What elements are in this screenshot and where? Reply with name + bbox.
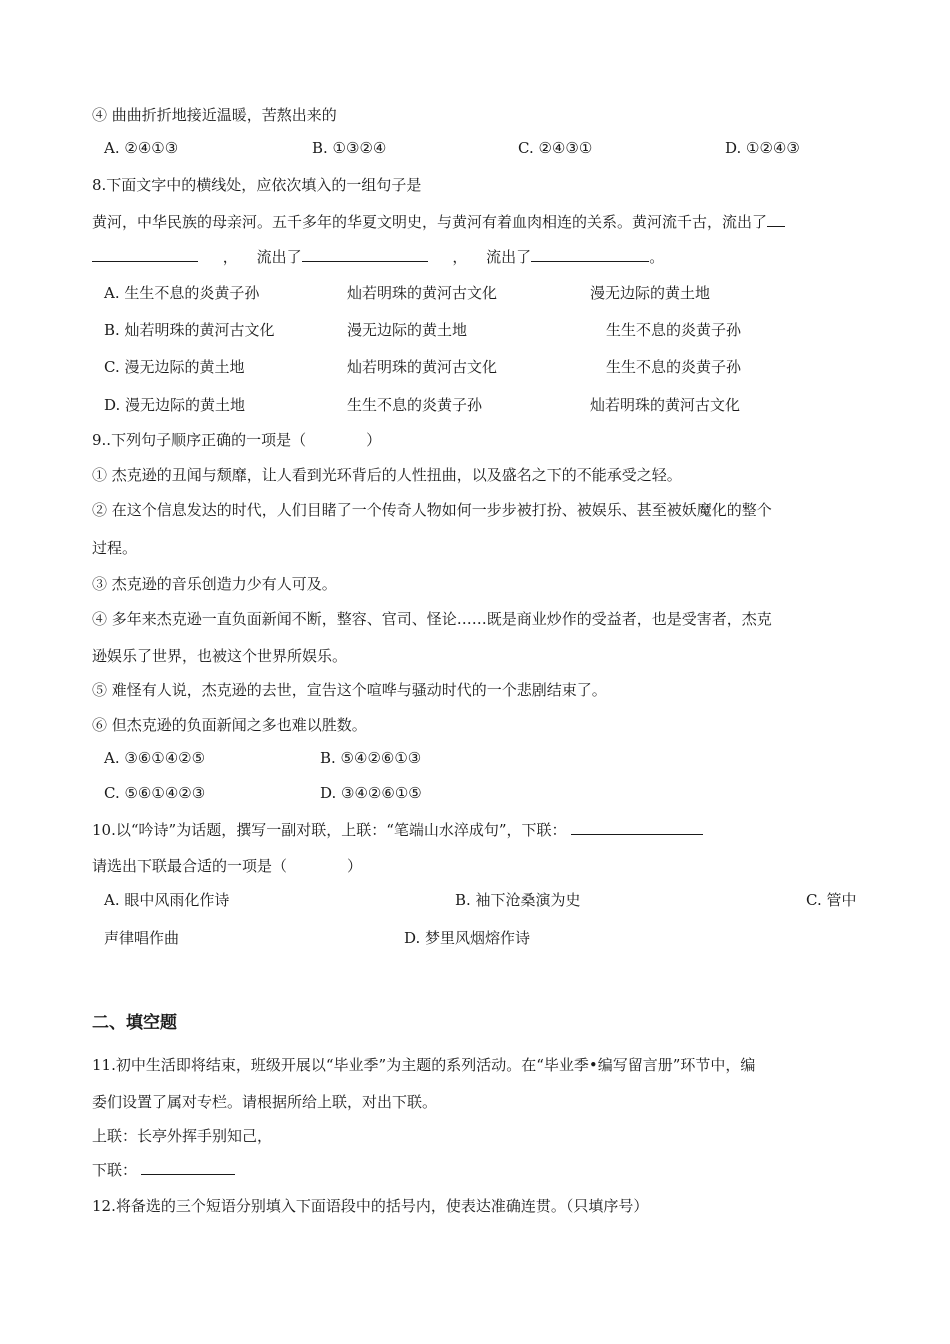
q11-upper-couplet: 上联：长亭外挥手别知己， [92,1127,273,1145]
q8-option-d-3: 灿若明珠的黄河古文化 [590,396,741,414]
q9-option-c: C. ⑤⑥①④②③ [104,784,206,802]
q8-option-a-2: 灿若明珠的黄河古文化 [347,284,498,302]
comma: ， [222,248,238,266]
q8-option-b-1: B. 灿若明珠的黄河古文化 [104,321,275,339]
section-title: 二、填空题 [92,1013,177,1033]
q9-sentence-1: ① 杰克逊的丑闻与颓靡，让人看到光环背后的人性扭曲，以及盛名之下的不能承受之轻。 [92,466,682,484]
q9-sentence-3: ③ 杰克逊的音乐创造力少有人可及。 [92,575,337,593]
q8-option-d-1: D. 漫无边际的黄土地 [104,396,246,414]
q7-option-d: D. ①②④③ [725,139,800,157]
q9-sentence-5: ⑤ 难怪有人说，杰克逊的去世，宣告这个喧哗与骚动时代的一个悲剧结束了。 [92,681,607,699]
q11-lower-couplet [92,1159,235,1180]
q8-paragraph-line-2 [92,246,664,267]
q9-option-a: A. ③⑥①④②⑤ [104,749,206,767]
q8-option-a-3: 漫无边际的黄土地 [590,284,711,302]
q8-option-c-1: C. 漫无边际的黄土地 [104,358,245,376]
q8-option-c-3: 生生不息的炎黄子孙 [606,358,742,376]
q9-sentence-4-cont: 逊娱乐了世界，也被这个世界所娱乐。 [92,647,348,665]
q9-sentence-2-cont: 过程。 [92,539,138,557]
fill-blank [531,247,649,262]
q11-stem: 11.初中生活即将结束，班级开展以“毕业季”为主题的系列活动。在“毕业季•编写留言册”环节中，编 [92,1056,756,1074]
comma: ， [452,248,468,266]
q8-paragraph-text: 黄河，中华民族的母亲河。五千多年的华夏文明史，与黄河有着血肉相连的关系。黄河流千古，流出了 [92,213,768,231]
q8-stem: 8.下面文字中的横线处，应依次填入的一组句子是 [92,176,422,194]
q10-ask: 请选出下联最合适的一项是（ ） [92,857,363,875]
q8-option-b-2: 漫无边际的黄土地 [347,321,468,339]
text-flow: 流出了 [486,248,532,266]
q10-stem [92,819,703,840]
fill-blank [92,247,198,262]
fill-blank [767,212,785,227]
q9-stem: 9..下列句子顺序正确的一项是（ ） [92,431,382,449]
q9-sentence-4: ④ 多年来杰克逊一直负面新闻不断，整容、官司、怪论……既是商业炒作的受益者，也是受害者，杰克 [92,610,772,628]
q9-sentence-6: ⑥ 但杰克逊的负面新闻之多也难以胜数。 [92,716,367,734]
q11-lower-label: 下联： [92,1161,138,1179]
q7-option-c: C. ②④③① [518,139,593,157]
q7-option-a: A. ②④①③ [104,139,179,157]
text-flow: 流出了 [256,248,302,266]
q9-option-d: D. ③④②⑥①⑤ [320,784,422,802]
q8-option-b-3: 生生不息的炎黄子孙 [606,321,742,339]
q8-option-a-1: A. 生生不息的炎黄子孙 [104,284,260,302]
q10-option-c-cont: 声律唱作曲 [104,929,180,947]
q10-option-c: C. 管中 [806,891,857,909]
fill-blank [141,1160,235,1175]
q10-stem-text: 10.以“吟诗”为话题，撰写一副对联，上联：“笔端山水淬成句”，下联： [92,821,567,839]
q10-option-d: D. 梦里风烟熔作诗 [404,929,531,947]
q8-option-d-2: 生生不息的炎黄子孙 [347,396,483,414]
fill-blank [302,247,428,262]
fill-blank [571,820,703,835]
q10-option-b: B. 袖下沧桑演为史 [455,891,581,909]
q9-sentence-2: ② 在这个信息发达的时代，人们目睹了一个传奇人物如何一步步被打扮、被娱乐、甚至被妖魔化的整个 [92,501,772,519]
q11-stem-cont: 委们设置了属对专栏。请根据所给上联，对出下联。 [92,1093,438,1111]
q8-option-c-2: 灿若明珠的黄河古文化 [347,358,498,376]
q8-paragraph-line-1 [92,211,785,232]
period: 。 [649,248,665,266]
q12-stem: 12.将备选的三个短语分别填入下面语段中的括号内，使表达准确连贯。（只填序号） [92,1197,649,1215]
q7-item-4: ④ 曲曲折折地接近温暖，苦熬出来的 [92,106,337,124]
q10-option-a: A. 眼中风雨化作诗 [104,891,230,909]
q9-option-b: B. ⑤④②⑥①③ [320,749,422,767]
q7-option-b: B. ①③②④ [312,139,387,157]
